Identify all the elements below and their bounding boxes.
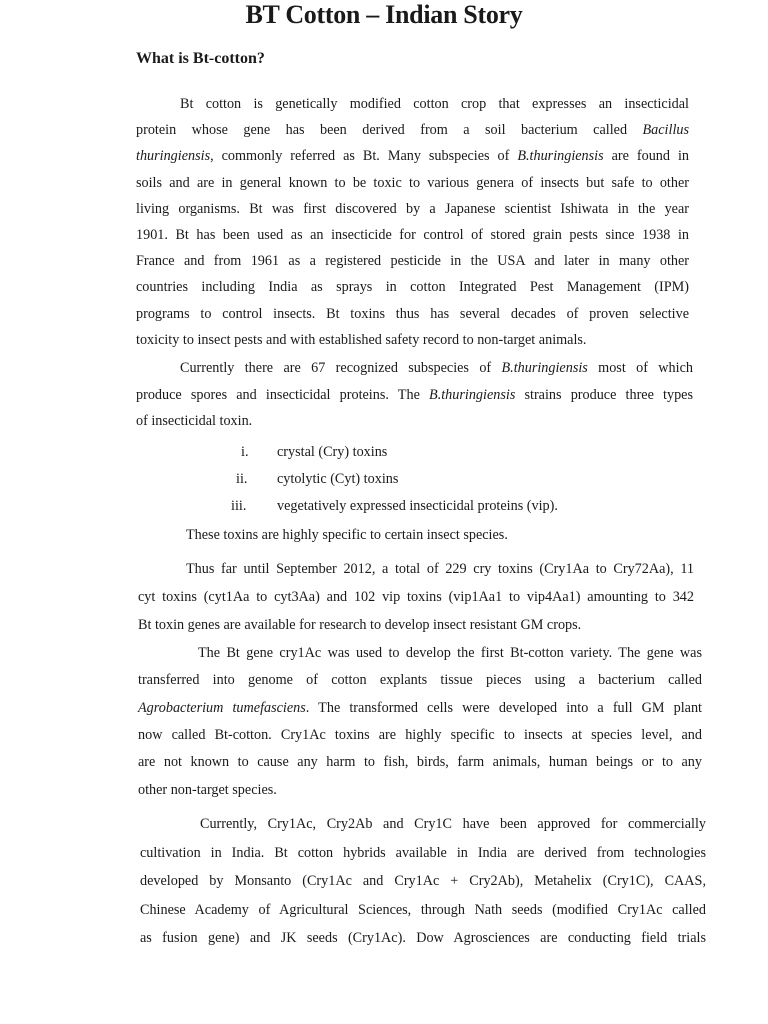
page-title: BT Cotton – Indian Story [245,0,523,29]
text-run: now called Bt-cotton. Cry1Ac toxins are highly specific to insects at species level, and [138,726,702,743]
text-run: 1901. Bt has been used as an insecticide for control of stored grain pests since 1938 in [136,227,689,243]
text-run: . The transformed cells were developed into a full GM plant [305,699,702,716]
para1-line-4 [136,176,689,190]
para1-line-10 [136,333,586,347]
text-run: of insecticidal toxin. [136,413,253,429]
text-run: are found in [603,148,689,165]
para3-line-1 [186,528,508,542]
para4-line-1 [186,562,694,576]
para2-line-2 [136,388,693,402]
text-run: living organisms. Bt was first discovered by a Japanese scientist Ishiwata in the year [136,200,689,217]
para5-line-5 [138,755,702,769]
section-heading: What is Bt-cotton? [136,50,265,67]
para2-line-1 [180,361,693,375]
text-run: Currently, Cry1Ac, Cry2Ab and Cry1C have been approved for commercially [200,816,706,832]
text-run: cultivation in India. Bt cotton hybrids available in India are derived from technologies [140,844,706,861]
para5-line-6 [138,783,277,797]
list-item-text: cytolytic (Cyt) toxins [277,471,399,487]
text-run: Chinese Academy of Agricultural Sciences, through Nath seeds (modified Cry1Ac called [140,901,706,918]
para1-line-1 [180,97,689,111]
list-item-text: crystal (Cry) toxins [277,444,388,460]
para5-line-1 [198,646,702,660]
para1-line-7 [136,254,689,268]
para4-line-3 [138,618,581,632]
text-run: B.thuringiensis [501,360,588,376]
para5-line-2 [138,673,702,687]
para5-line-4 [138,728,702,742]
para6-line-5 [140,931,706,945]
text-run: thuringiensis [136,148,211,165]
text-run: as fusion gene) and JK seeds (Cry1Ac). Dow Agrosciences are conducting field trials [140,930,706,946]
list-item-text: vegetatively expressed insecticidal proteins (vip). [277,498,558,514]
text-run: Currently there are 67 recognized subspecies of [180,360,502,376]
para1-line-8 [136,280,689,294]
text-run: Bt toxin genes are available for research to develop insect resistant GM crops. [138,617,582,633]
para2-line-3 [136,414,252,428]
para1-line-6 [136,228,689,242]
para5-line-3 [138,701,702,715]
text-run: France and from 1961 as a registered pesticide in the USA and later in many other [136,253,689,270]
text-run: transferred into genome of cotton explants tissue pieces using a bacterium called [138,672,702,689]
text-run: B.thuringiensis [429,386,516,403]
para1-line-5 [136,202,689,216]
text-run: toxicity to insect pests and with established safety record to non-target animals. [136,331,587,348]
para6-line-2 [140,846,706,860]
text-run: strains produce three types [515,386,693,403]
para6-line-1 [200,817,706,831]
text-run: The Bt gene cry1Ac was used to develop the first Bt-cotton variety. The gene was [198,645,702,661]
para1-line-3 [136,149,689,163]
text-run: produce spores and insecticidal proteins. The [136,386,430,403]
para1-line-2 [136,123,689,137]
text-run: developed by Monsanto (Cry1Ac and Cry1Ac + Cry2Ab), Metahelix (Cry1C), CAAS, [140,873,706,889]
text-run: Bt cotton is genetically modified cotton crop that expresses an insecticidal [180,96,689,112]
para4-line-2 [138,590,694,604]
text-run: B.thuringiensis [517,148,604,165]
text-run: These toxins are highly specific to certain insect species. [186,527,508,543]
text-run: Thus far until September 2012, a total of 229 cry toxins (Cry1Aa to Cry72Aa), 11 [186,561,694,577]
para6-line-3 [140,874,706,888]
list-item-number: iii. [231,498,247,514]
text-run: programs to control insects. Bt toxins thus has several decades of proven selective [136,305,689,322]
text-run: countries including India as sprays in cotton Integrated Pest Management (IPM) [136,279,689,296]
text-run: soils and are in general known to be toxic to various genera of insects but safe to other [136,174,689,191]
text-run: Bacillus [642,122,689,139]
text-run: are not known to cause any harm to fish, birds, farm animals, human beings or to any [138,754,702,771]
text-run: other non-target species. [138,781,277,798]
text-run: most of which [587,360,693,376]
text-run: cyt toxins (cyt1Aa to cyt3Aa) and 102 vip toxins (vip1Aa1 to vip4Aa1) amounting to 342 [138,589,694,605]
para6-line-4 [140,903,706,917]
text-run: protein whose gene has been derived from a soil bacterium called [136,122,643,139]
text-run: Agrobacterium tumefasciens [138,699,306,716]
para1-line-9 [136,307,689,321]
list-item-number: ii. [236,471,248,487]
text-run: , commonly referred as Bt. Many subspecies of [210,148,518,165]
list-item-number: i. [241,444,249,460]
